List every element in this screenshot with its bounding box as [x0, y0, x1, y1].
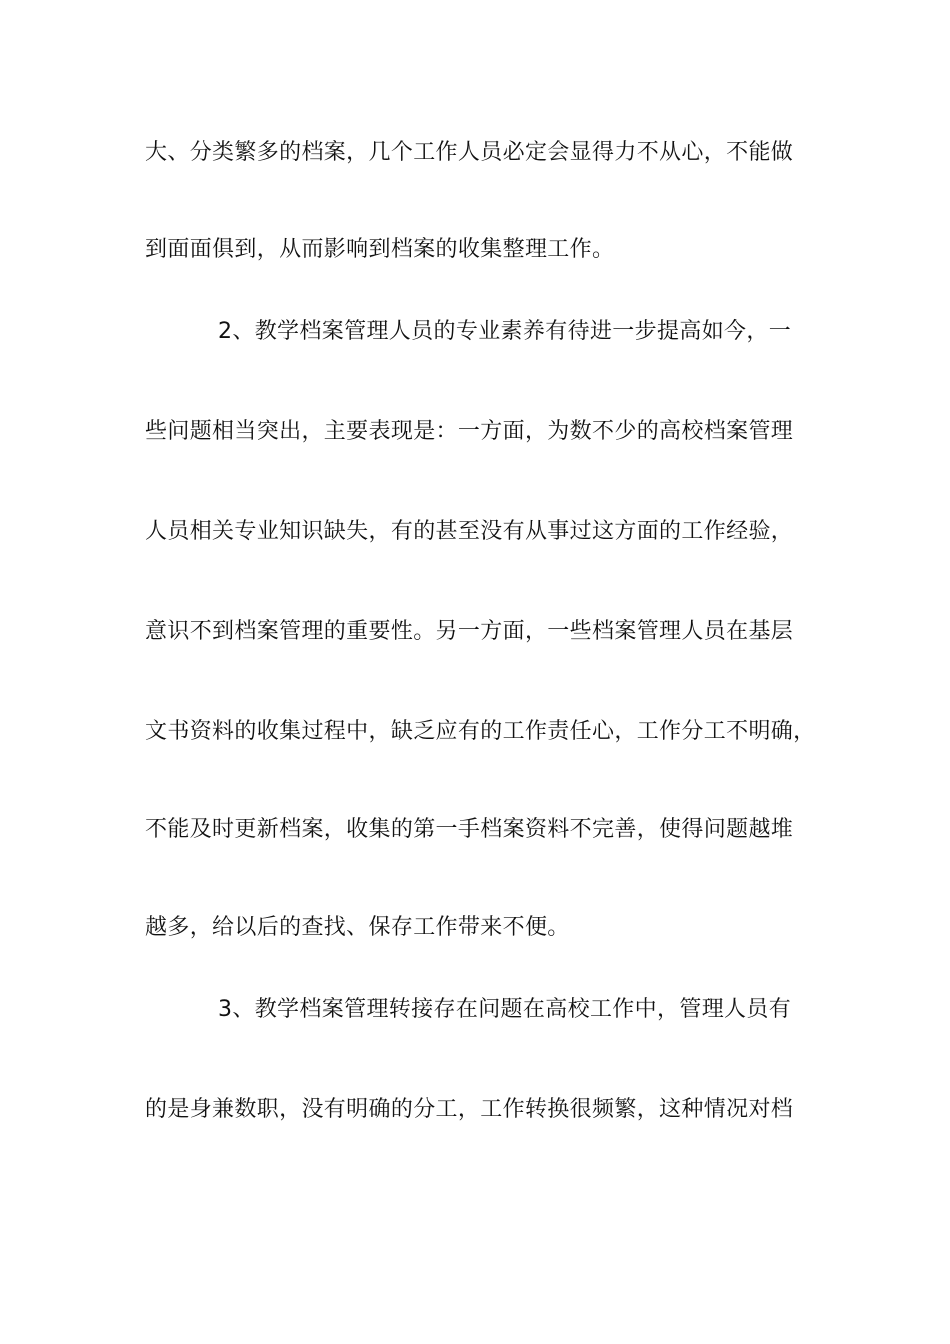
text-line: 的是身兼数职，没有明确的分工，工作转换很频繁，这种情况对档 [145, 1097, 794, 1122]
paragraph-heading-2: 2、教学档案管理人员的专业素养有待进一步提高如今，一 [218, 319, 792, 344]
text-line: 人员相关专业知识缺失，有的甚至没有从事过这方面的工作经验， [145, 519, 794, 544]
text-line: 越多，给以后的查找、保存工作带来不便。 [145, 915, 570, 940]
text-line: 文书资料的收集过程中，缺乏应有的工作责任心，工作分工不明确， [145, 719, 816, 744]
text-line: 大、分类繁多的档案，几个工作人员必定会显得力不从心，不能做 [145, 140, 794, 165]
text-line: 到面面俱到，从而影响到档案的收集整理工作。 [145, 237, 615, 262]
text-line: 些问题相当突出，主要表现是：一方面，为数不少的高校档案管理 [145, 419, 794, 444]
text-line: 不能及时更新档案，收集的第一手档案资料不完善，使得问题越堆 [145, 817, 794, 842]
paragraph-heading-3: 3、教学档案管理转接存在问题在高校工作中，管理人员有 [218, 997, 792, 1022]
text-line: 意识不到档案管理的重要性。另一方面，一些档案管理人员在基层 [145, 619, 794, 644]
